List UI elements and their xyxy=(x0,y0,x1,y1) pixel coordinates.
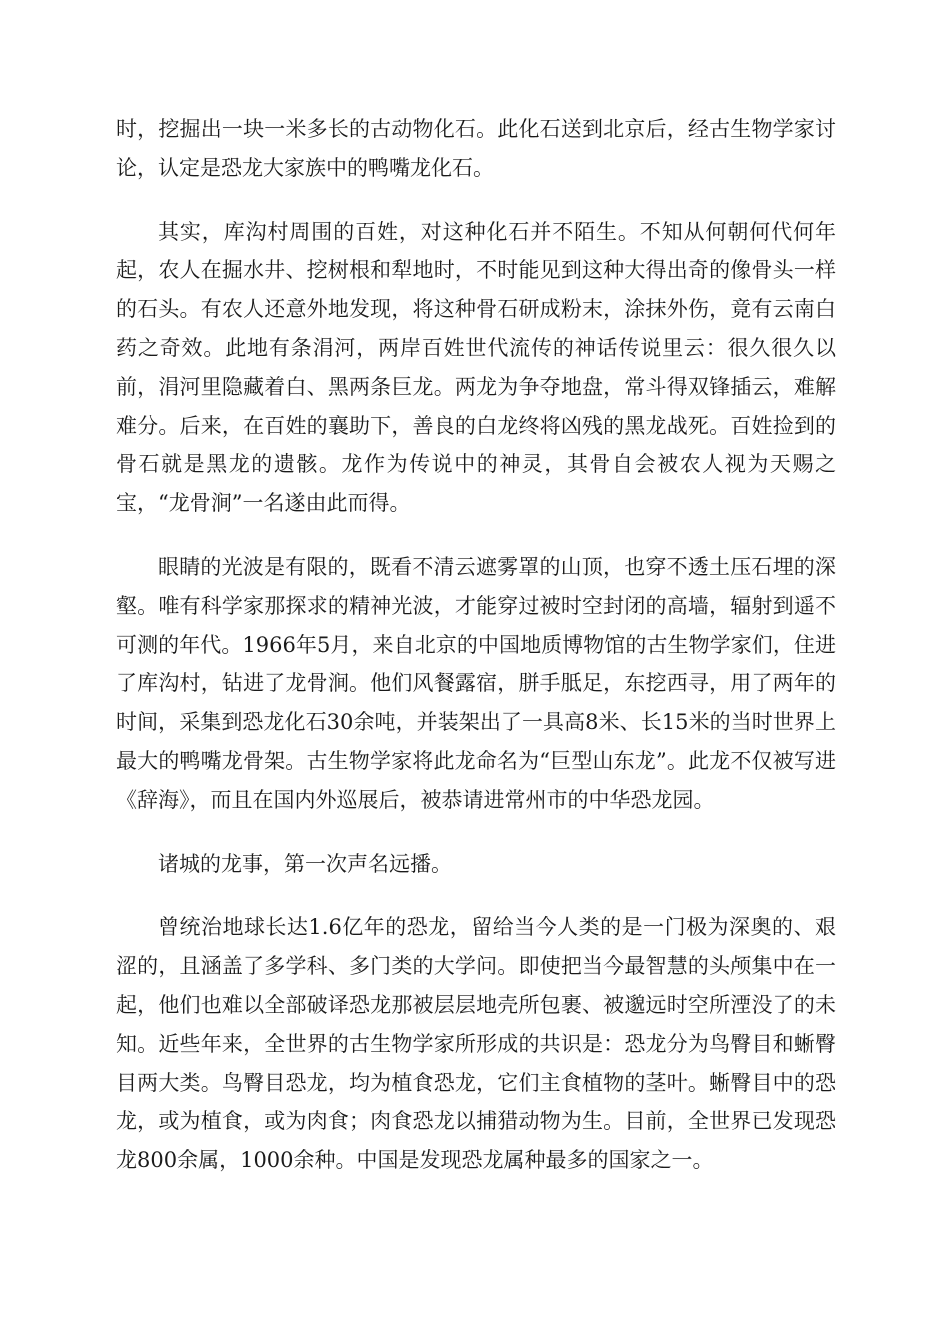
paragraph-4: 诸城的龙事，第一次声名远播。 xyxy=(158,851,452,876)
paragraph-1: 时，挖掘出一块一米多长的古动物化石。此化石送到北京后，经古生物学家讨论，认定是恐龙大家族中的鸭嘴龙化石。 xyxy=(116,117,836,180)
document-body xyxy=(116,110,836,1205)
paragraph-2: 其实，库沟村周围的百姓，对这种化石并不陌生。不知从何朝何代何年起，农人在掘水井、挖树根和犁地时，不时能见到这种大得出奇的像骨头一样的石头。有农人还意外地发现，将这种骨石研成粉末，涂抹外伤，竟有云南白药之奇效。此地有条涓河，两岸百姓世代流传的神话传说里云：很久很久以前，涓河里隐藏着白、黑两条巨龙。两龙为争夺地盘，常斗得双锋插云，难解难分。后来，在百姓的襄助下，善良的白龙终将凶残的黑龙战死。百姓捡到的骨石就是黑龙的遗骸。龙作为传说中的神灵，其骨自会被农人视为天赐之宝，“龙骨涧”一名遂由此而得。 xyxy=(116,219,836,516)
paragraph-3: 眼睛的光波是有限的，既看不清云遮雾罩的山顶，也穿不透土压石埋的深壑。唯有科学家那探求的精神光波，才能穿过被时空封闭的高墙，辐射到遥不可测的年代。1966年5月，来自北京的中国地质博物馆的古生物学家们，住进了库沟村，钻进了龙骨涧。他们风餐露宿，胼手胝足，东挖西寻，用了两年的时间，采集到恐龙化石30余吨，并装架出了一具高8米、长15米的当时世界上最大的鸭嘴龙骨架。古生物学家将此龙命名为“巨型山东龙”。此龙不仅被写进《辞海》，而且在国内外巡展后，被恭请进常州市的中华恐龙园。 xyxy=(116,554,836,812)
paragraph-5: 曾统治地球长达1.6亿年的恐龙，留给当今人类的是一门极为深奥的、艰涩的，且涵盖了多学科、多门类的大学问。即使把当今最智慧的头颅集中在一起，他们也难以全部破译恐龙那被层层地壳所包裹、被邈远时空所湮没了的未知。近些年来，全世界的古生物学家所形成的共识是：恐龙分为鸟臀目和蜥臀目两大类。鸟臀目恐龙，均为植食恐龙，它们主食植物的茎叶。蜥臀目中的恐龙，或为植食，或为肉食；肉食恐龙以捕猎动物为生。目前，全世界已发现恐龙800余属，1000余种。中国是发现恐龙属种最多的国家之一。 xyxy=(116,915,836,1173)
